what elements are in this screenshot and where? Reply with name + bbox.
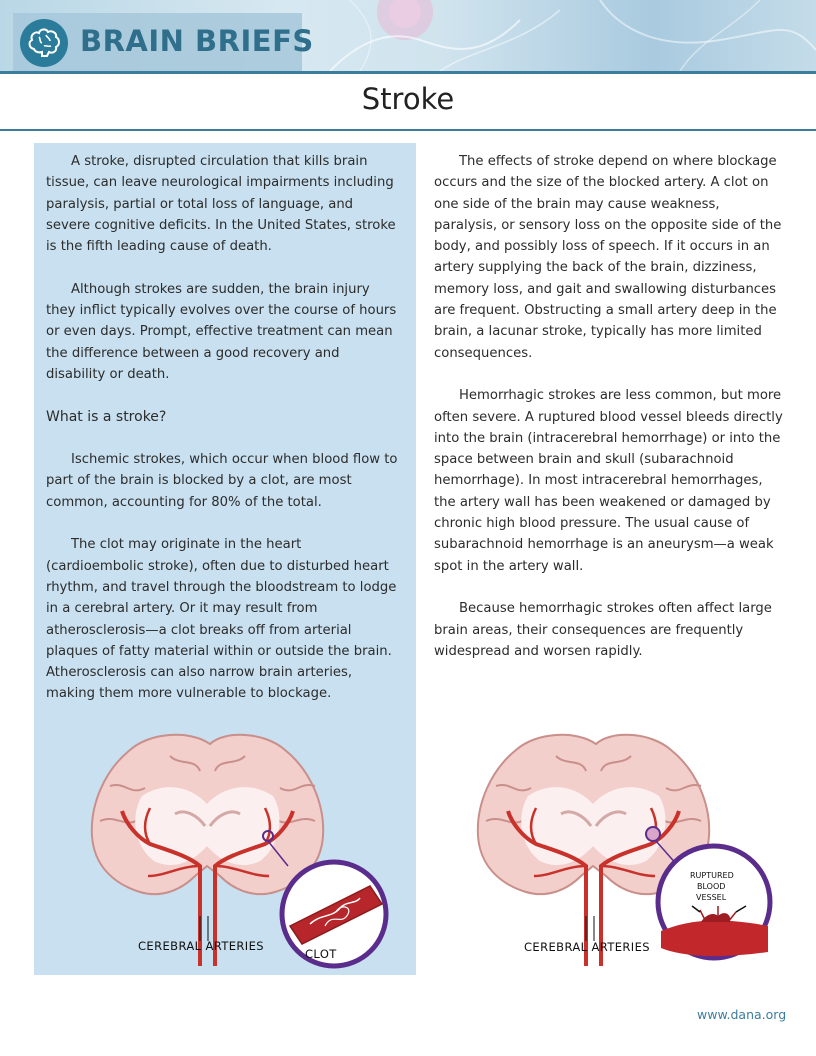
brand-title: BRAIN BRIEFS	[80, 24, 314, 58]
section-heading: What is a stroke?	[46, 408, 167, 425]
paragraph: A stroke, disrupted circulation that kills brain tissue, can leave neurological impairments including paralysis, partial or total loss of language, and severe cognitive deficits. In the United States, stroke is the fifth leading cause of death.	[46, 154, 396, 255]
right-column-text	[434, 151, 786, 683]
ischemic-stroke-illustration	[70, 726, 410, 971]
paragraph: Ischemic strokes, which occur when blood flow to part of the brain is blocked by a clot, are most common, accounting for 80% of the total.	[46, 452, 398, 510]
brain-icon	[20, 19, 68, 67]
figure-label-arteries: CEREBRAL ARTERIES	[138, 939, 264, 953]
banner-divider	[0, 71, 816, 74]
figure-label-vessel: VESSEL	[696, 893, 727, 902]
paragraph: The effects of stroke depend on where blockage occurs and the size of the blocked artery. A clot on one side of the brain may cause weakness, paralysis, or sensory loss on the opposite side of the body, and possibly loss of speech. If it occurs in an artery supplying the back of the brain, dizziness, memory loss, and gait and swallowing disturbances are frequent. Obstructing a small artery deep in the brain, a lacunar stroke, typically has more limited consequences.	[434, 154, 782, 361]
figure-label-arteries: CEREBRAL ARTERIES	[524, 940, 650, 954]
page-title: Stroke	[361, 82, 455, 116]
figure-label-blood: BLOOD	[697, 882, 726, 891]
footer-url[interactable]: www.dana.org	[697, 1007, 787, 1022]
paragraph: Although strokes are sudden, the brain injury they inflict typically evolves over the course of hours or even days. Prompt, effective treatment can mean the difference between a good recovery and disability or death.	[46, 281, 397, 382]
hemorrhagic-stroke-illustration	[456, 726, 796, 971]
figure-label-clot: CLOT	[305, 947, 337, 961]
paragraph: Hemorrhagic strokes are less common, but more often severe. A ruptured blood vessel bleeds directly into the brain (intracerebral hemorrhage) or into the space between brain and skull (subarachnoid hemorrhage). In most intracerebral hemorrhages, the artery wall has been weakened or damaged by chronic high blood pressure. The usual cause of subarachnoid hemorrhage is an aneurysm—a weak spot in the artery wall.	[434, 388, 783, 574]
figure-label-ruptured: RUPTURED	[690, 871, 734, 880]
paragraph: Because hemorrhagic strokes often affect large brain areas, their consequences are frequently widespread and worsen rapidly.	[434, 601, 772, 659]
paragraph: The clot may originate in the heart (cardioembolic stroke), often due to disturbed heart rhythm, and travel through the bloodstream to lodge in a cerebral artery. Or it may result from atherosclerosis—a clot breaks off from arterial plaques of fatty material within or outside the brain. Atherosclerosis can also narrow brain arteries, making them more vulnerable to blockage.	[46, 537, 397, 702]
left-column-text	[46, 151, 398, 726]
title-divider	[0, 129, 816, 131]
